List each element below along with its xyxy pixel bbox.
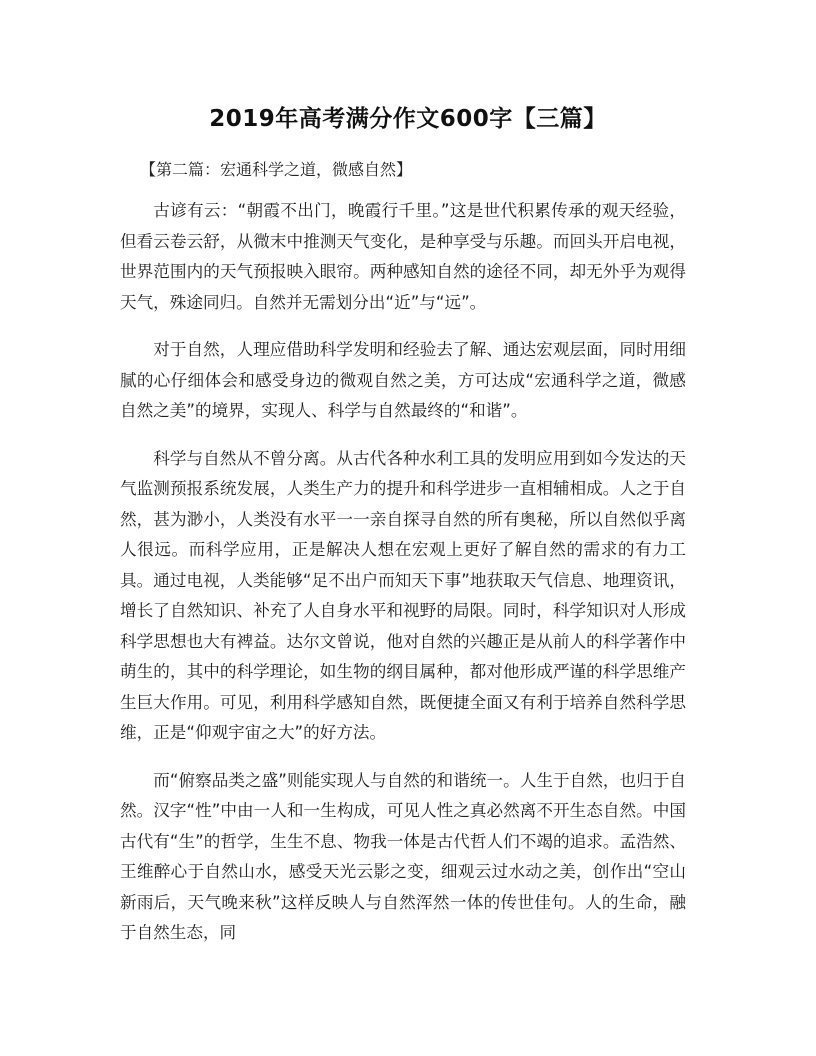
section-heading: 【第二篇：宏通科学之道，微感自然】 [140, 160, 413, 179]
paragraph-2: 对于自然，人理应借助科学发明和经验去了解、通达宏观层面，同时用细腻的心仔细体会和感受身边的微观自然之美，方可达成“宏通科学之道，微感自然之美”的境界，实现人、科学与自然最终的“和谐”。 [120, 340, 686, 420]
paragraph-4: 而“俯察品类之盛”则能实现人与自然的和谐统一。人生于自然，也归于自然。汉字“性”中由一人和一生构成，可见人性之真必然离不开生态自然。中国古代有“生”的哲学，生生不息、物我一体是古代哲人们不竭的追求。孟浩然、王维醉心于自然山水，感受天光云影之变，细观云过水动之美，创作出“空山新雨后，天气晚来秋”这样反映人与自然浑然一体的传世佳句。人的生命，融于自然生态，同 [120, 770, 686, 942]
paragraph-1: 古谚有云：“朝霞不出门，晚霞行千里。”这是世代积累传承的观天经验，但看云卷云舒，从微末中推测天气变化，是种享受与乐趣。而回头开启电视，世界范围内的天气预报映入眼帘。两种感知自然的途径不同，却无外乎为观得天气，殊途同归。自然并无需划分出“近”与“远”。 [120, 201, 686, 312]
document-body [120, 196, 686, 966]
paragraph-3: 科学与自然从不曾分离。从古代各种水利工具的发明应用到如今发达的天气监测预报系统发展，人类生产力的提升和科学进步一直相辅相成。人之于自然，甚为渺小，人类没有水平一一亲自探寻自然的所有奥秘，所以自然似乎离人很远。而科学应用，正是解决人想在宏观上更好了解自然的需求的有力工具。通过电视，人类能够“足不出户而知天下事”地获取天气信息、地理资讯，增长了自然知识、补充了人自身水平和视野的局限。同时，科学知识对人形成科学思想也大有裨益。达尔文曾说，他对自然的兴趣正是从前人的科学著作中萌生的，其中的科学理论，如生物的纲目属种，都对他形成严谨的科学思维产生巨大作用。可见，利用科学感知自然，既便捷全面又有利于培养自然科学思维，正是“仰观宇宙之大”的好方法。 [120, 448, 686, 742]
document-title: 2019年高考满分作文600字【三篇】 [209, 106, 607, 132]
